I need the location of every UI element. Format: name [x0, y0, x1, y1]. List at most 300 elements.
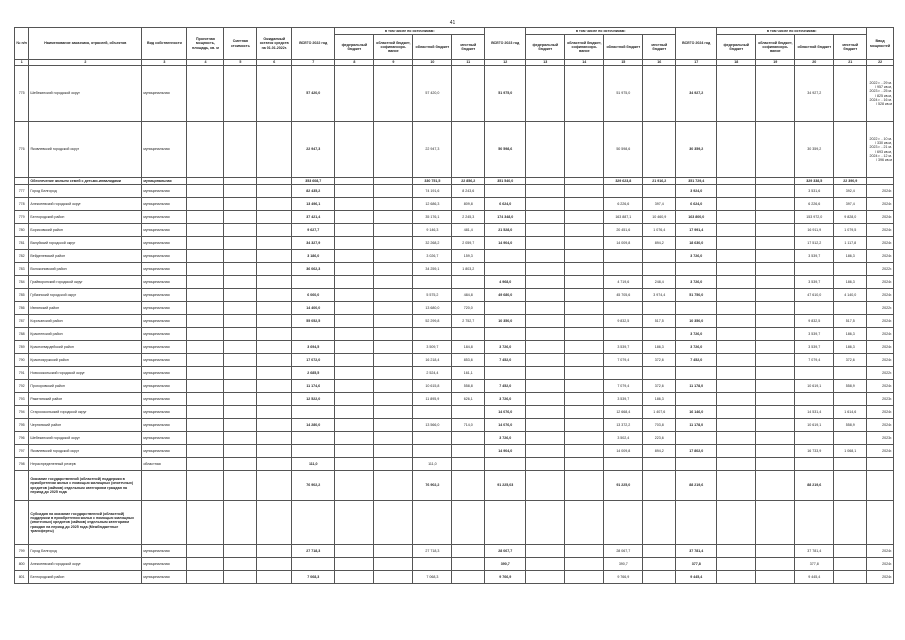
row-value-c8: [335, 341, 374, 354]
row-number: 782: [15, 250, 29, 263]
row-value-c18: [717, 341, 756, 354]
row-number: 795: [15, 419, 29, 432]
row-ownership: муниципальная: [142, 276, 187, 289]
row-value-c6: [257, 263, 292, 276]
row-value-c21: [834, 571, 867, 584]
row-value-c20: 37 781,4: [795, 545, 834, 558]
col-number-header: № п/п: [15, 28, 29, 60]
col-total-2023-header: ВСЕГО 2023 год: [485, 28, 526, 60]
row-value-c7: [292, 406, 335, 419]
column-number-cell: 8: [335, 60, 374, 66]
row-value-c19: [756, 341, 795, 354]
row-value-c16: [643, 545, 676, 558]
row-value-c8: [335, 354, 374, 367]
row-value-c14: [565, 367, 604, 380]
row-ownership: муниципальная: [142, 263, 187, 276]
row-value-c19: [756, 558, 795, 571]
row-value-c13: [526, 393, 565, 406]
row-value-c13: [526, 406, 565, 419]
row-value-c19: [756, 263, 795, 276]
row-name: Яковлевский городской округ: [29, 122, 142, 178]
row-value-c16: 223,6: [643, 432, 676, 445]
col-regional-2024-header: областной бюджет: [795, 35, 834, 60]
row-name: Грайворонский городской округ: [29, 276, 142, 289]
row-ownership: муниципальная: [142, 393, 187, 406]
row-number: 797: [15, 445, 29, 458]
row-value-c16: 703,8: [643, 419, 676, 432]
row-value-c8: [335, 289, 374, 302]
row-value-c15: 3 539,7: [604, 341, 643, 354]
row-value-c6: [257, 211, 292, 224]
row-value-c17: 51 750,0: [676, 289, 717, 302]
row-value-c18: [717, 328, 756, 341]
col-cofin-2023-header: областной бюджет, софинансиро-вание: [565, 35, 604, 60]
row-value-c7: 2 685,5: [292, 367, 335, 380]
row-ownership: муниципальная: [142, 367, 187, 380]
column-number-cell: 4: [187, 60, 224, 66]
table-row: [15, 419, 894, 432]
row-value-c15: [604, 185, 643, 198]
row-value-c10: [413, 445, 452, 458]
table-row: [15, 432, 894, 445]
row-value-c20: 3 539,7: [795, 250, 834, 263]
row-ownership: муниципальная: [142, 289, 187, 302]
row-value-c9: [374, 367, 413, 380]
row-ownership: муниципальная: [142, 354, 187, 367]
row-name: Алексеевский городской округ: [29, 198, 142, 211]
column-number-cell: 21: [834, 60, 867, 66]
row-commissioning: [867, 458, 894, 471]
row-value-c8: [335, 545, 374, 558]
row-value-c21: 558,9: [834, 419, 867, 432]
row-value-c21: 186,3: [834, 250, 867, 263]
row-value-c8: [335, 237, 374, 250]
row-value-c10: 3 026,7: [413, 250, 452, 263]
row-value-c12: 21 528,0: [485, 224, 526, 237]
row-value-c10: 27 718,3: [413, 545, 452, 558]
row-value-c18: [717, 406, 756, 419]
table-row: [15, 276, 894, 289]
row-value-c21: [834, 263, 867, 276]
col-federal-2024-header: федеральный бюджет: [717, 35, 756, 60]
table-body: [15, 66, 894, 584]
row-value-c8: [335, 458, 374, 471]
column-number-cell: 17: [676, 60, 717, 66]
row-value-c9: [374, 198, 413, 211]
row-value-c9: [374, 211, 413, 224]
row-value-c16: 397,4: [643, 198, 676, 211]
column-number-cell: 14: [565, 60, 604, 66]
row-commissioning: 2024г.: [867, 328, 894, 341]
row-value-c6: [257, 237, 292, 250]
group-2023-header: в том числе по источникам:: [526, 28, 676, 35]
col-regional-2023-header: областной бюджет: [604, 35, 643, 60]
row-value-c15: 20 451,6: [604, 224, 643, 237]
row-value-c7: 9 627,7: [292, 224, 335, 237]
row-value-c4: [187, 263, 224, 276]
row-value-c10: 13 680,0: [413, 302, 452, 315]
row-value-c7: 36 062,3: [292, 263, 335, 276]
row-value-c15: 3 502,4: [604, 432, 643, 445]
row-value-c11: [452, 458, 485, 471]
row-number: 791: [15, 367, 29, 380]
row-value-c5: [224, 419, 257, 432]
row-commissioning: 2024г.: [867, 445, 894, 458]
row-name: Алексеевский городской округ: [29, 558, 142, 571]
row-value-c5: [224, 250, 257, 263]
row-value-c5: [224, 380, 257, 393]
row-value-c13: [526, 250, 565, 263]
row-value-c19: [756, 237, 795, 250]
row-value-c7: [292, 445, 335, 458]
row-value-c4: [187, 501, 224, 545]
row-value-c8: [335, 393, 374, 406]
row-value-c13: [526, 458, 565, 471]
row-value-c9: [374, 276, 413, 289]
row-value-c10: 52 299,8: [413, 315, 452, 328]
column-number-cell: 3: [142, 60, 187, 66]
row-value-c12: 351 540,0: [485, 178, 526, 185]
row-name: Красногвардейский район: [29, 341, 142, 354]
row-value-c21: [834, 545, 867, 558]
row-value-c19: [756, 545, 795, 558]
row-value-c15: 163 887,1: [604, 211, 643, 224]
row-value-c8: [335, 419, 374, 432]
row-name: Волоконовский район: [29, 263, 142, 276]
row-value-c21: 558,9: [834, 380, 867, 393]
row-value-c4: [187, 237, 224, 250]
row-value-c7: 37 421,4: [292, 211, 335, 224]
row-value-c10: [413, 406, 452, 419]
row-value-c21: [834, 302, 867, 315]
row-value-c12: 174 348,0: [485, 211, 526, 224]
row-value-c14: [565, 302, 604, 315]
row-value-c11: [452, 558, 485, 571]
row-value-c21: 392,4: [834, 185, 867, 198]
row-value-c11: [452, 276, 485, 289]
row-commissioning: 2024г.: [867, 289, 894, 302]
row-commissioning: 2024г.: [867, 571, 894, 584]
row-value-c14: [565, 276, 604, 289]
row-value-c17: 3 726,0: [676, 328, 717, 341]
row-value-c21: [834, 66, 867, 122]
table-row: [15, 406, 894, 419]
row-value-c21: 1 614,6: [834, 406, 867, 419]
row-value-c9: [374, 380, 413, 393]
col-capacity-header: Проектная мощность, площадь, кв. м: [187, 28, 224, 60]
row-value-c6: [257, 341, 292, 354]
row-value-c4: [187, 354, 224, 367]
row-value-c15: 3 539,7: [604, 393, 643, 406]
budget-table-wrapper: [14, 27, 894, 584]
row-value-c6: [257, 458, 292, 471]
row-value-c19: [756, 328, 795, 341]
row-number: [15, 178, 29, 185]
row-value-c15: 45 705,6: [604, 289, 643, 302]
row-value-c4: [187, 315, 224, 328]
row-value-c17: 17 991,4: [676, 224, 717, 237]
row-value-c9: [374, 341, 413, 354]
row-value-c19: [756, 380, 795, 393]
row-value-c6: [257, 250, 292, 263]
table-row: [15, 185, 894, 198]
row-value-c12: 6 624,0: [485, 198, 526, 211]
row-value-c8: [335, 211, 374, 224]
row-value-c9: [374, 406, 413, 419]
table-row: [15, 237, 894, 250]
row-value-c21: [834, 458, 867, 471]
row-value-c6: [257, 571, 292, 584]
row-value-c19: [756, 471, 795, 501]
row-value-c19: [756, 211, 795, 224]
row-value-c5: [224, 66, 257, 122]
row-number: [15, 501, 29, 545]
row-value-c7: 111,0: [292, 458, 335, 471]
row-value-c14: [565, 289, 604, 302]
row-value-c20: [795, 302, 834, 315]
row-value-c7: 6 060,0: [292, 289, 335, 302]
row-value-c13: [526, 558, 565, 571]
row-number: 793: [15, 393, 29, 406]
row-name: Нераспределенный резерв: [29, 458, 142, 471]
row-value-c11: 481,4: [452, 224, 485, 237]
row-value-c10: [413, 501, 452, 545]
row-value-c6: [257, 393, 292, 406]
row-commissioning: 2022 г. - 29 м. / 957 кв.м, 2023 г. - 25 м. / 825 кв.м, 2024 г. - 16 м. / 528 кв.м: [867, 66, 894, 122]
row-value-c19: [756, 501, 795, 545]
row-value-c15: [604, 302, 643, 315]
row-value-c13: [526, 276, 565, 289]
row-value-c20: 9 832,5: [795, 315, 834, 328]
row-value-c6: [257, 328, 292, 341]
row-commissioning: [867, 471, 894, 501]
row-value-c18: [717, 185, 756, 198]
row-value-c19: [756, 185, 795, 198]
row-value-c21: [834, 393, 867, 406]
row-value-c14: [565, 185, 604, 198]
row-value-c20: 30 359,2: [795, 122, 834, 178]
row-commissioning: 2022г.: [867, 367, 894, 380]
row-value-c4: [187, 122, 224, 178]
row-value-c16: 894,2: [643, 445, 676, 458]
row-ownership: муниципальная: [142, 341, 187, 354]
row-value-c19: [756, 419, 795, 432]
row-ownership: муниципальная: [142, 545, 187, 558]
row-value-c5: [224, 367, 257, 380]
row-value-c21: 1 068,1: [834, 445, 867, 458]
row-number: 790: [15, 354, 29, 367]
row-value-c11: 853,6: [452, 354, 485, 367]
table-row: [15, 211, 894, 224]
row-value-c15: 9 832,5: [604, 315, 643, 328]
row-value-c20: 10 619,1: [795, 419, 834, 432]
row-value-c6: [257, 406, 292, 419]
row-value-c6: [257, 419, 292, 432]
row-value-c12: [485, 501, 526, 545]
row-ownership: [142, 501, 187, 545]
col-federal-2022-header: федеральный бюджет: [335, 35, 374, 60]
row-value-c9: [374, 302, 413, 315]
row-value-c9: [374, 328, 413, 341]
row-value-c11: [452, 432, 485, 445]
table-row: [15, 558, 894, 571]
row-value-c12: 390,7: [485, 558, 526, 571]
row-value-c8: [335, 185, 374, 198]
row-value-c6: [257, 501, 292, 545]
row-ownership: муниципальная: [142, 558, 187, 571]
row-value-c4: [187, 406, 224, 419]
row-value-c14: [565, 198, 604, 211]
row-value-c9: [374, 545, 413, 558]
table-row: [15, 66, 894, 122]
row-value-c11: 558,8: [452, 380, 485, 393]
row-value-c6: [257, 198, 292, 211]
row-value-c9: [374, 263, 413, 276]
row-value-c18: [717, 289, 756, 302]
row-value-c7: 82 435,2: [292, 185, 335, 198]
column-number-cell: 6: [257, 60, 292, 66]
row-number: 799: [15, 545, 29, 558]
row-value-c12: 4 968,0: [485, 276, 526, 289]
row-value-c11: 626,1: [452, 393, 485, 406]
row-number: 777: [15, 185, 29, 198]
row-name: Шебекинский городской округ: [29, 432, 142, 445]
column-number-cell: 7: [292, 60, 335, 66]
row-ownership: муниципальная: [142, 380, 187, 393]
row-value-c17: 9 445,4: [676, 571, 717, 584]
row-value-c4: [187, 289, 224, 302]
column-number-cell: 12: [485, 60, 526, 66]
table-row: [15, 289, 894, 302]
row-value-c16: [643, 367, 676, 380]
row-value-c7: [292, 276, 335, 289]
row-value-c15: 14 009,8: [604, 445, 643, 458]
row-value-c5: [224, 458, 257, 471]
row-number: 776: [15, 122, 29, 178]
col-regional-2022-header: областной бюджет: [413, 35, 452, 60]
row-value-c20: 14 531,4: [795, 406, 834, 419]
row-value-c15: 390,7: [604, 558, 643, 571]
column-number-cell: 9: [374, 60, 413, 66]
row-commissioning: 2024г.: [867, 545, 894, 558]
column-number-cell: 16: [643, 60, 676, 66]
table-row: [15, 328, 894, 341]
row-value-c21: 1 079,5: [834, 224, 867, 237]
row-ownership: муниципальная: [142, 185, 187, 198]
row-value-c15: 50 598,6: [604, 122, 643, 178]
row-value-c19: [756, 198, 795, 211]
row-value-c19: [756, 178, 795, 185]
row-value-c11: [452, 471, 485, 501]
row-value-c17: 3 726,0: [676, 250, 717, 263]
page-number: 41: [449, 20, 456, 26]
row-value-c15: [604, 458, 643, 471]
col-ownership-header: Вид собственности: [142, 28, 187, 60]
row-value-c12: 14 904,0: [485, 237, 526, 250]
row-value-c18: [717, 354, 756, 367]
row-value-c8: [335, 122, 374, 178]
row-value-c13: [526, 178, 565, 185]
row-commissioning: 2022 г. - 10 м. / 330 кв.м, 2023 г. - 21 м. / 693 кв.м, 2024 г. - 12 м. / 396 кв.м: [867, 122, 894, 178]
row-number: 794: [15, 406, 29, 419]
row-value-c13: [526, 185, 565, 198]
row-value-c7: 11 174,6: [292, 380, 335, 393]
row-value-c13: [526, 224, 565, 237]
row-value-c11: [452, 406, 485, 419]
row-value-c20: 10 619,1: [795, 380, 834, 393]
table-row: [15, 571, 894, 584]
row-value-c10: [413, 558, 452, 571]
col-total-2022-header: ВСЕГО 2022 год: [292, 28, 335, 60]
row-value-c13: [526, 501, 565, 545]
row-value-c15: 7 079,4: [604, 380, 643, 393]
row-value-c21: [834, 367, 867, 380]
row-value-c17: 3 726,0: [676, 276, 717, 289]
row-value-c5: [224, 198, 257, 211]
row-commissioning: 2023г.: [867, 393, 894, 406]
row-value-c21: [834, 432, 867, 445]
row-value-c10: 9 146,3: [413, 224, 452, 237]
row-value-c12: 14 076,0: [485, 406, 526, 419]
row-value-c11: 184,8: [452, 341, 485, 354]
row-value-c5: [224, 354, 257, 367]
row-value-c19: [756, 432, 795, 445]
table-row: [15, 393, 894, 406]
row-ownership: муниципальная: [142, 419, 187, 432]
col-cost-header: Сметная стоимость: [224, 28, 257, 60]
row-value-c8: [335, 224, 374, 237]
row-value-c18: [717, 302, 756, 315]
row-value-c13: [526, 380, 565, 393]
row-commissioning: 2024г.: [867, 276, 894, 289]
row-value-c21: [834, 501, 867, 545]
row-value-c18: [717, 224, 756, 237]
row-value-c8: [335, 66, 374, 122]
row-commissioning: [867, 178, 894, 185]
row-name: Корочанский район: [29, 315, 142, 328]
row-value-c4: [187, 393, 224, 406]
row-commissioning: 2024г.: [867, 237, 894, 250]
col-commissioning-header: Ввод мощностей: [867, 28, 894, 60]
row-value-c15: 6 226,6: [604, 198, 643, 211]
row-value-c17: [676, 302, 717, 315]
row-value-c13: [526, 367, 565, 380]
row-commissioning: 2024г.: [867, 419, 894, 432]
row-value-c13: [526, 445, 565, 458]
row-value-c17: [676, 458, 717, 471]
row-value-c4: [187, 458, 224, 471]
row-value-c4: [187, 178, 224, 185]
row-value-c9: [374, 445, 413, 458]
row-value-c12: [485, 302, 526, 315]
row-value-c19: [756, 406, 795, 419]
column-number-cell: 15: [604, 60, 643, 66]
col-local-2024-header: местный бюджет: [834, 35, 867, 60]
row-value-c5: [224, 315, 257, 328]
row-value-c17: 11 178,0: [676, 380, 717, 393]
row-value-c9: [374, 558, 413, 571]
row-value-c15: [604, 367, 643, 380]
row-value-c21: 9 828,0: [834, 211, 867, 224]
column-number-cell: 10: [413, 60, 452, 66]
row-value-c11: [452, 571, 485, 584]
row-value-c11: 720,0: [452, 302, 485, 315]
row-number: 801: [15, 571, 29, 584]
row-name: Ивнянский район: [29, 302, 142, 315]
row-value-c7: [292, 328, 335, 341]
row-value-c17: 10 350,0: [676, 315, 717, 328]
row-value-c13: [526, 302, 565, 315]
